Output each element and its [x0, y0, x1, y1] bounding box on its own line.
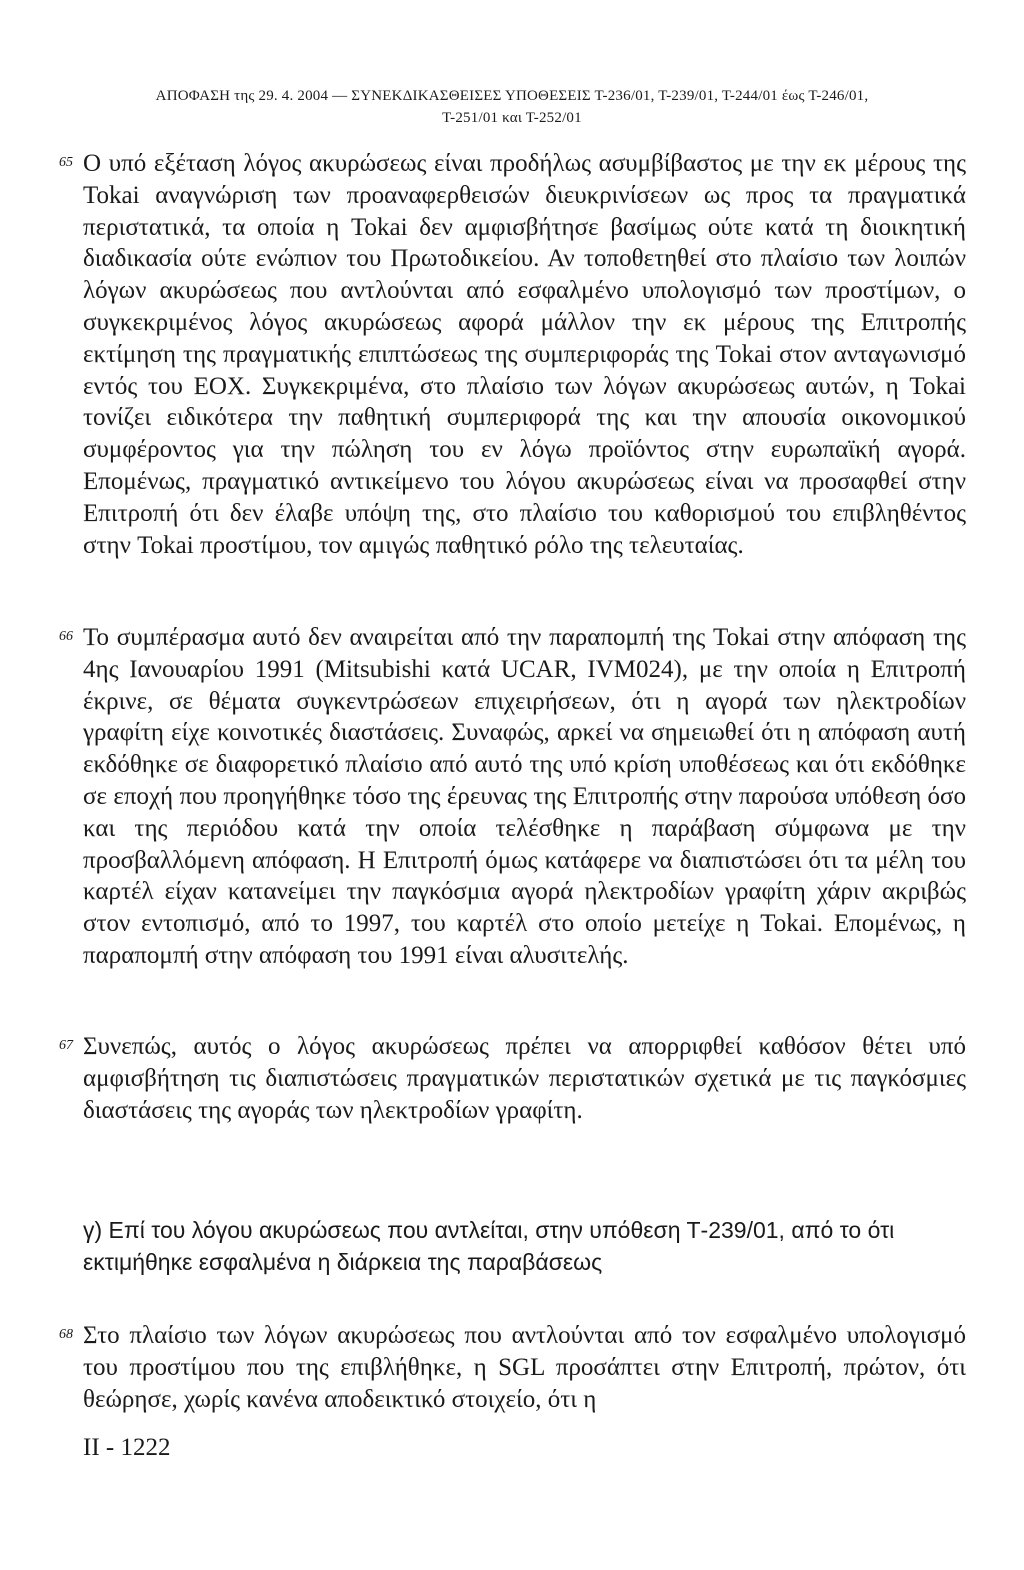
paragraph-65: [59, 148, 966, 561]
page-number: II - 1222: [83, 1434, 171, 1461]
paragraph-number: 65: [59, 155, 73, 170]
paragraph-66: [59, 622, 966, 972]
paragraph-text: Το συμπέρασμα αυτό δεν αναιρείται από την παραπομπή της Tokai στην απόφαση της 4ης Ιανουαρίου 1991 (Mitsubishi κατά UCAR, IVM024), με την οποία η Επιτροπή έκρινε, σε θέματα συγκεντρώσεων επιχειρήσεων, ότι η αγορά των ηλεκτροδίων γραφίτη είχε κοινοτικές διαστάσεις. Συναφώς, αρκεί να σημειωθεί ότι η απόφαση αυτή εκδόθηκε σε διαφορετικό πλαίσιο από αυτό της υπό κρίση υποθέσεως και ότι εκδόθηκε σε εποχή που προηγήθηκε τόσο της έρευνας της Επιτροπής στην παρούσα υπόθεση όσο και της περιόδου κατά την οποία τελέσθηκε η παράβαση σύμφωνα με την προσβαλλόμενη απόφαση. Η Επιτροπή όμως κατάφερε να διαπιστώσει ότι τα μέλη του καρτέλ είχαν κατανείμει την παγκόσμια αγορά ηλεκτροδίων γραφίτη χάριν ακριβώς στον εντοπισμό, από το 1997, του καρτέλ στο οποίο μετείχε η Tokai. Επομένως, η παραπομπή στην απόφαση του 1991 είναι αλυσιτελής.: [83, 624, 966, 969]
paragraph-67: [59, 1031, 966, 1126]
paragraph-number: 68: [59, 1327, 73, 1342]
paragraph-number: 66: [59, 629, 73, 644]
paragraph-text: Στο πλαίσιο των λόγων ακυρώσεως που αντλούνται από τον εσφαλμένο υπολογισμό του προστίμου που της επιβλήθηκε, η SGL προσάπτει στην Επιτροπή, πρώτον, ότι θεώρησε, χωρίς κανένα αποδεικτικό στοιχείο, ότι η: [83, 1322, 966, 1413]
header-line-1: ΑΠΟΦΑΣΗ της 29. 4. 2004 — ΣΥΝΕΚΔΙΚΑΣΘΕΙΣΕΣ ΥΠΟΘΕΣΕΙΣ Τ-236/01, Τ-239/01, Τ-244/01 έως Τ-246/01,: [155, 88, 869, 104]
section-subheading: γ) Επί του λόγου ακυρώσεως που αντλείται, στην υπόθεση Τ-239/01, από το ότι εκτιμήθηκε εσφαλμένα η διάρκεια της παραβάσεως: [83, 1217, 895, 1275]
header-line-2: Τ-251/01 και Τ-252/01: [442, 110, 582, 126]
paragraph-68: [59, 1320, 966, 1415]
paragraph-text: Συνεπώς, αυτός ο λόγος ακυρώσεως πρέπει να απορριφθεί καθόσον θέτει υπό αμφισβήτηση τις διαπιστώσεις πραγματικών περιστατικών σχετικά με τις παγκόσμιες διαστάσεις της αγοράς των ηλεκτροδίων γραφίτη.: [83, 1033, 966, 1124]
paragraph-text: Ο υπό εξέταση λόγος ακυρώσεως είναι προδήλως ασυμβίβαστος με την εκ μέρους της Tokai αναγνώριση των προαναφερθεισών διευκρινίσεων ως προς τα πραγματικά περιστατικά, τα οποία η Tokai δεν αμφισβήτησε βασίμως ούτε κατά τη διοικητική διαδικασία ούτε ενώπιον του Πρωτοδικείου. Αν τοποθετηθεί στο πλαίσιο των λοιπών λόγων ακυρώσεως που αντλούνται από εσφαλμένο υπολογισμό των προστίμων, ο συγκεκριμένος λόγος ακυρώσεως αφορά μάλλον την εκ μέρους της Επιτροπής εκτίμηση της πραγματικής επιπτώσεως της συμπεριφοράς της Tokai στον ανταγωνισμό εντός του ΕΟΧ. Συγκεκριμένα, στο πλαίσιο των λόγων ακυρώσεως αυτών, η Tokai τονίζει ειδικότερα την παθητική συμπεριφορά της και την απουσία οικονομικού συμφέροντος για την πώληση του εν λόγω προϊόντος στην ευρωπαϊκή αγορά. Επομένως, πραγματικό αντικείμενο του λόγου ακυρώσεως είναι να προσαφθεί στην Επιτροπή ότι δεν έλαβε υπόψη της, στο πλαίσιο του καθορισμού του επιβληθέντος στην Tokai προστίμου, τον αμιγώς παθητικό ρόλο της τελευταίας.: [83, 150, 966, 559]
running-header: [60, 85, 964, 129]
paragraph-number: 67: [59, 1038, 73, 1053]
